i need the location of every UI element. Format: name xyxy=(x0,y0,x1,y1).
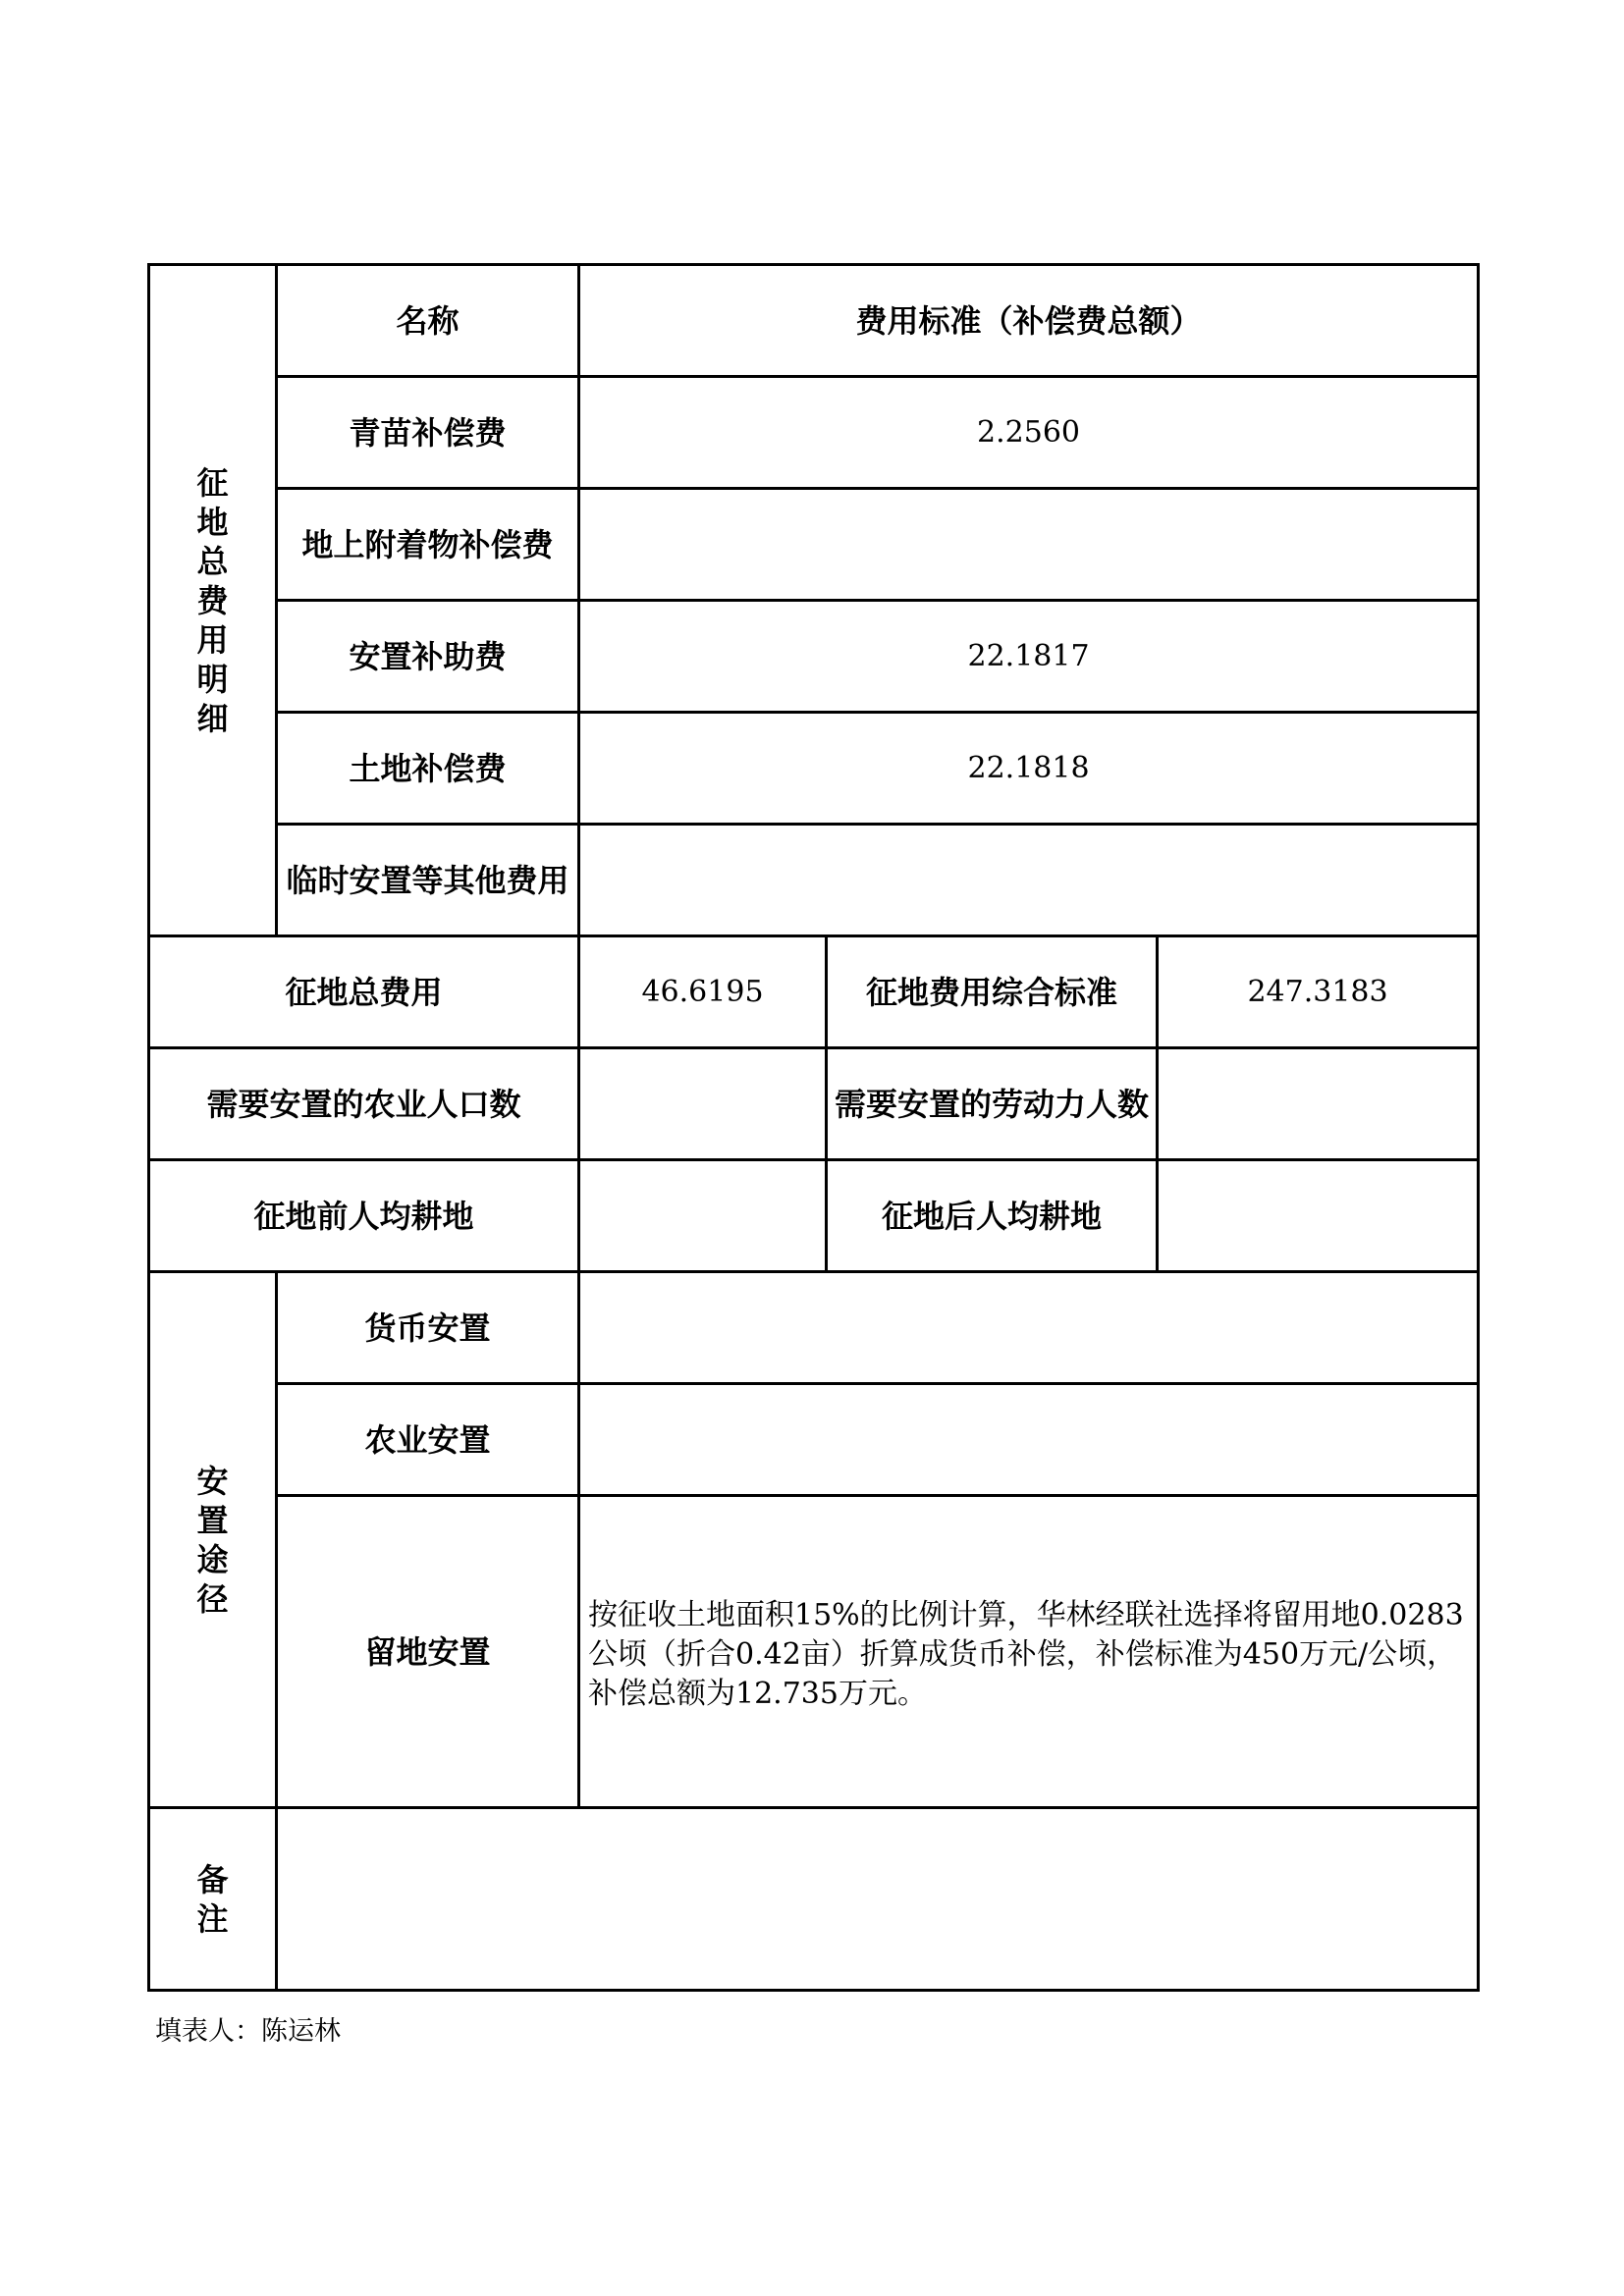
cost-item-name: 土地补偿费 xyxy=(277,713,579,825)
labor-count-label: 需要安置的劳动力人数 xyxy=(827,1048,1158,1160)
labor-count-value xyxy=(1158,1048,1479,1160)
land-before-label: 征地前人均耕地 xyxy=(149,1160,579,1272)
header-name: 名称 xyxy=(277,265,579,377)
farm-population-value xyxy=(579,1048,827,1160)
cost-item-name: 安置补助费 xyxy=(277,601,579,713)
total-cost-label: 征地总费用 xyxy=(149,936,579,1048)
resettle-section-title-cell xyxy=(149,1272,277,1808)
cost-item-value: 2.2560 xyxy=(579,377,1479,489)
cost-item-value: 22.1818 xyxy=(579,713,1479,825)
resettle-item-value xyxy=(579,1272,1479,1384)
resettle-item-name: 留地安置 xyxy=(277,1496,579,1808)
header-standard: 费用标准（补偿费总额） xyxy=(579,265,1479,377)
resettle-item-name: 农业安置 xyxy=(277,1384,579,1496)
standard-value: 247.3183 xyxy=(1158,936,1479,1048)
resettle-section-title: 安置途径 xyxy=(196,1462,229,1618)
cost-item-value xyxy=(579,825,1479,936)
form-filler: 填表人：陈运林 xyxy=(155,2016,341,2047)
standard-label: 征地费用综合标准 xyxy=(827,936,1158,1048)
resettle-item-name: 货币安置 xyxy=(277,1272,579,1384)
farm-population-label: 需要安置的农业人口数 xyxy=(149,1048,579,1160)
remarks-title-cell xyxy=(149,1808,277,1991)
cost-section-title-cell xyxy=(149,265,277,936)
remarks-title: 备注 xyxy=(196,1860,229,1938)
cost-item-value xyxy=(579,489,1479,601)
cost-item-name: 地上附着物补偿费 xyxy=(277,489,579,601)
land-acquisition-cost-table xyxy=(147,263,1480,1992)
land-after-label: 征地后人均耕地 xyxy=(827,1160,1158,1272)
land-before-value xyxy=(579,1160,827,1272)
cost-section-title: 征地总费用明细 xyxy=(196,463,229,737)
land-after-value xyxy=(1158,1160,1479,1272)
total-cost-value: 46.6195 xyxy=(579,936,827,1048)
remarks-value xyxy=(277,1808,1479,1991)
resettle-item-value xyxy=(579,1384,1479,1496)
reserved-land-note: 按征收土地面积15%的比例计算，华林经联社选择将留用地0.0283公顷（折合0.42亩）折算成货币补偿，补偿标准为450万元/公顷，补偿总额为12.735万元。 xyxy=(579,1496,1479,1808)
cost-item-value: 22.1817 xyxy=(579,601,1479,713)
cost-item-name: 临时安置等其他费用 xyxy=(277,825,579,936)
cost-item-name: 青苗补偿费 xyxy=(277,377,579,489)
